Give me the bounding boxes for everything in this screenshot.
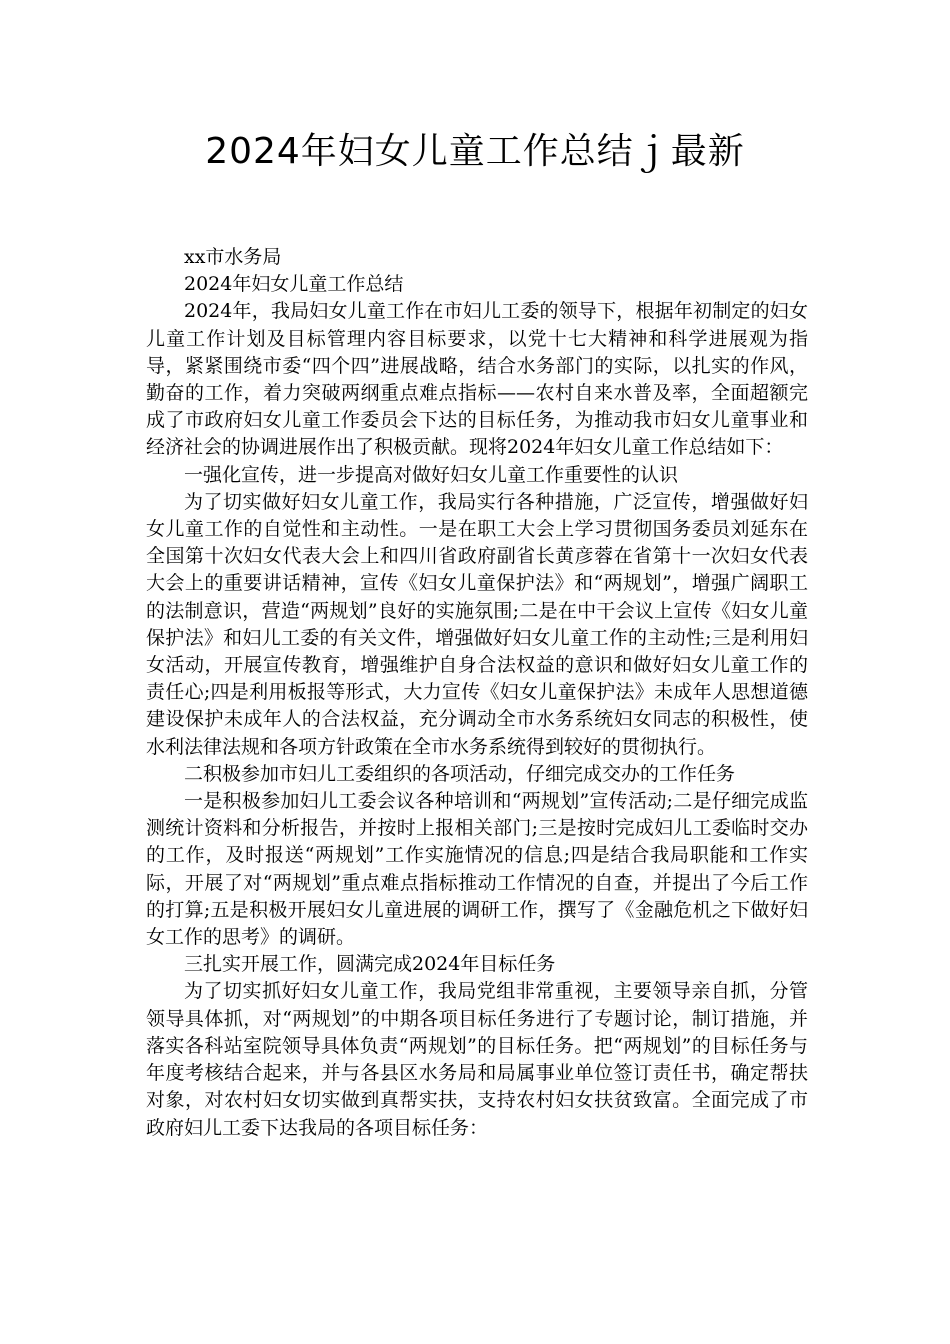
section-paragraph-2: 一是积极参加妇儿工委会议各种培训和“两规划”宣传活动;二是仔细完成监测统计资料和分析报告，并按时上报相关部门;三是按时完成妇儿工委临时交办的工作，及时报送“两规划”工作实施情况的信息;四是结合我局职能和工作实际，开展了对“两规划”重点难点指标推动工作情况的自查，并提出了今后工作的打算;五是积极开展妇女儿童进展的调研工作，撰写了《金融危机之下做好妇女工作的思考》的调研。 [146,790,808,949]
subtitle-line: 2024年妇女儿童工作总结 [184,273,404,296]
org-line: xx市水务局 [184,246,282,268]
document-title: 2024年妇女儿童工作总结ｊ最新 [205,131,745,172]
section-heading-1: 一强化宣传，进一步提高对做好妇女儿童工作重要性的认识 [184,463,679,486]
section-heading-3: 三扎实开展工作，圆满完成2024年目标任务 [184,953,556,976]
section-heading-2: 二积极参加市妇儿工委组织的各项活动，仔细完成交办的工作任务 [184,762,736,785]
section-paragraph-1: 为了切实做好妇女儿童工作，我局实行各种措施，广泛宣传，增强做好妇女儿童工作的自觉性和主动性。一是在职工大会上学习贯彻国务委员刘延东在全国第十次妇女代表大会上和四川省政府副省长黄彦蓉在省第十一次妇女代表大会上的重要讲话精神，宣传《妇女儿童保护法》和“两规划”，增强广阔职工的法制意识，营造“两规划”良好的实施氛围;二是在中干会议上宣传《妇女儿童保护法》和妇儿工委的有关文件，增强做好妇女儿童工作的主动性;三是利用妇女活动，开展宣传教育，增强维护自身合法权益的意识和做好妇女儿童工作的责任心;四是利用板报等形式，大力宣传《妇女儿童保护法》未成年人思想道德建设保护未成年人的合法权益，充分调动全市水务系统妇女同志的积极性，使水利法律法规和各项方针政策在全市水务系统得到较好的贯彻执行。 [146,490,808,758]
intro-paragraph: 2024年，我局妇女儿童工作在市妇儿工委的领导下，根据年初制定的妇女儿童工作计划及目标管理内容目标要求，以党十七大精神和科学进展观为指导，紧紧围绕市委“四个四”进展战略，结合水务部门的实际，以扎实的作风，勤奋的工作，着力突破两纲重点难点指标——农村自来水普及率，全面超额完成了市政府妇女儿童工作委员会下达的目标任务，为推动我市妇女儿童事业和经济社会的协调进展作出了积极贡献。现将2024年妇女儿童工作总结如下： [146,300,808,459]
document-body [146,244,808,1142]
section-paragraph-3: 为了切实抓好妇女儿童工作，我局党组非常重视，主要领导亲自抓，分管领导具体抓，对“两规划”的中期各项目标任务进行了专题讨论，制订措施，并落实各科站室院领导具体负责“两规划”的目标任务。把“两规划”的目标任务与年度考核结合起来，并与各县区水务局和局属事业单位签订责任书，确定帮扶对象，对农村妇女切实做到真帮实扶，支持农村妇女扶贫致富。全面完成了市政府妇儿工委下达我局的各项目标任务： [146,980,808,1139]
